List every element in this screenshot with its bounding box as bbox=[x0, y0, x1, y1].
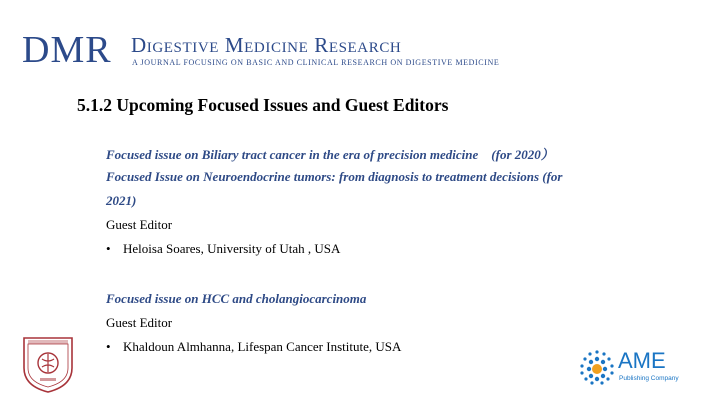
university-seal-logo bbox=[20, 334, 76, 394]
editor-name: Khaldoun Almhanna, Lifespan Cancer Institute, USA bbox=[123, 339, 402, 354]
issue-hcc: Focused issue on HCC and cholangiocarcinoma bbox=[106, 291, 367, 306]
journal-name: Digestive Medicine Research bbox=[131, 33, 402, 57]
ame-name: AME bbox=[618, 348, 666, 373]
guest-editor-label: Guest Editor bbox=[106, 217, 173, 232]
bullet-point: • bbox=[106, 339, 111, 354]
journal-tagline: A JOURNAL FOCUSING ON BASIC AND CLINICAL RESEARCH ON DIGESTIVE MEDICINE bbox=[132, 58, 500, 67]
guest-editor-label: Guest Editor bbox=[106, 315, 173, 330]
issue-neuroendocrine-line2: 2021) bbox=[106, 193, 137, 208]
slide-title: 5.1.2 Upcoming Focused Issues and Guest Editors bbox=[77, 95, 449, 115]
editor-list-item bbox=[106, 241, 340, 257]
journal-header bbox=[22, 29, 500, 71]
bullet-point: • bbox=[106, 241, 111, 256]
editor-name: Heloisa Soares, University of Utah , USA bbox=[123, 241, 341, 256]
ame-subtitle: Publishing Company bbox=[619, 375, 679, 382]
issue-biliary-tract: Focused issue on Biliary tract cancer in the era of precision medicine (for 2020） bbox=[106, 147, 554, 162]
ame-logo bbox=[577, 349, 687, 389]
ame-dots-icon bbox=[577, 349, 617, 387]
editor-list-item bbox=[106, 339, 401, 355]
issue-neuroendocrine-line1: Focused Issue on Neuroendocrine tumors: from diagnosis to treatment decisions (for bbox=[106, 169, 563, 184]
journal-logo-abbr: DMR bbox=[22, 29, 112, 71]
